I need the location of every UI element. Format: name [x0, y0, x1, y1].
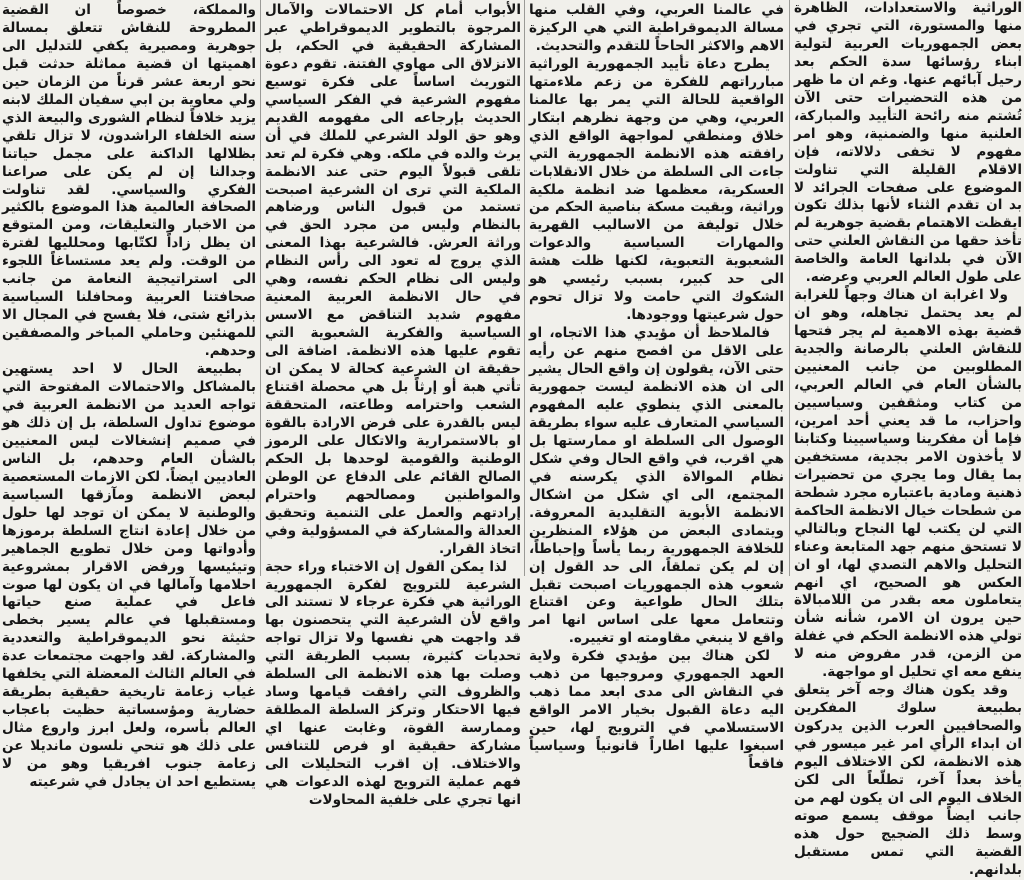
column-divider [260, 0, 261, 576]
column-divider [789, 0, 790, 576]
article-paragraph: ولا اغرابة ان هناك وجهاً للغرابة لم يعد يحتمل تجاهله، وهو ان قضية بهذه الاهمية لم يجر فتحها للنقاش العلني بالرصانة والجدية المطلوبين من جانب المعنيين بالشأن العام في العالم العربي، من كتاب ومثقفين وسياسيين واحزاب، ما قد يعني أحد امرين، فإما أن مفكرينا وسياسيينا وكتابنا لا يأخذون الامر بجدية، مستخفين بما يقال وما يجري من تحضيرات ذهنية ومادية باعتباره مجرد شطحة من شطحات خيال الانظمة الحاكمة التي لن يكتب لها النجاح وبالتالي لا تستحق منهم جهد المتابعة وعناء التحليل والاهم التصدي لها، او ان العكس هو الصحيح، اي انهم يتعاملون معه بقدر من اللامبالاة حين يرون ان الامر، شأنه شأن تولي هذه الانظمة الحكم في غفلة من الزمن، قدر مفروض منه لا ينفع معه اي تحليل او مواجهة. [794, 287, 1022, 681]
article-paragraph: الأبواب أمام كل الاحتمالات والآمال المرجوة بالتطوير الديموقراطي عبر المشاركة الحقيقية في الحكم، بل الانزلاق الى مهاوي الفتنة. تقوم دعوة التوريث اساساً على فكرة توسيع مفهوم الشرعية في الفكر السياسي الحديث بإرجاعه الى مفهومه القديم وهو حق الولد الشرعي للملك في أن يرث والده في ملكه. وهي فكرة لم تعد تلقى قبولاً اليوم حتى عند الانظمة الملكية التي ترى ان الشرعية اصبحت تستمد من قبول الناس ورضاهم بالنظام وليس من مجرد الحق في وراثة العرش. فالشرعية بهذا المعنى الذي يروج له تعود الى رأس النظام وليس الى نظام الحكم نفسه، وهي في حال الانظمة العربية المعنية مفهوم شديد التناقض مع الاسس السياسية والفكرية الشعبوية التي تقوم عليها هذه الانظمة. اضافة الى حقيقة ان الشرعية كحالة لا يمكن ان تأتي هبة أو إرثاً بل هي محصلة اقتناع الشعب واحترامه وطاعته، المتحققة ليس بالقدرة على فرض الارادة بالقوة او بالاستمرارية والاتكال على الرموز الوطنية والقومية لوحدها بل الحكم الصالح القائم على الدفاع عن الوطن والمواطنين ومصالحهم واحترام إرادتهم والعمل على التنمية وتحقيق العدالة والمشاركة في المسؤولية وفي اتخاذ القرار. [265, 2, 521, 557]
article-paragraph: لكن هناك بين مؤيدي فكرة ولاية العهد الجمهوري ومروجيها من ذهب في النقاش الى مدى ابعد مما ذهب اليه دعاة القبول بخيار الامر الواقع الاستسلامي في الترويج لها، حين اسبغوا عليها اطاراً قانونياً وسياسياً فاقعاً [529, 648, 784, 773]
article-paragraph: بطبيعة الحال لا احد يستهين بالمشاكل والاحتمالات المفتوحة التي تواجه العديد من الانظمة العربية في موضوع تداول السلطة، بل إن ذلك هو في صميم إنشغالات ليس المعنيين بالشأن العام وحدهم، بل الناس العاديين ايضاً. لكن الازمات المستعصية لبعض الانظمة ومآزقها السياسية والوطنية لا يمكن ان توجد لها حلول من خلال إعادة انتاج السلطة برموزها وأدواتها ومن خلال تطويع الجماهير وتيئيسها ورفض الاقرار بمشروعية احلامها وآمالها في ان يكون لها صوت فاعل في عملية صنع حياتها ومستقبلها في عالم يسير بخطى حثيثة نحو الديموقراطية والتعددية والمشاركة. لقد واجهت مجتمعات عدة في العالم الثالث المعضلة التي يخلفها غياب زعامة تاريخية حقيقية بطريقة حضارية ومؤسساتية حظيت باعجاب العالم بأسره، ولعل ابرز واروع مثال على ذلك هو تنحي نلسون مانديلا عن زعامة جنوب افريقيا وهو من لا يستطيع احد ان يجادل في شرعيته [2, 361, 256, 790]
article-paragraph: لذا يمكن القول إن الاختباء وراء حجة الشرعية للترويج لفكرة الجمهورية الوراثية هي فكرة عرجاء لا تستند الى واقع لأن الشرعية التي يتحصنون بها قد واجهت هي نفسها ولا تزال تواجه تحديات كثيرة، بسبب الطريقة التي وصلت بها هذه الانظمة الى السلطة والظروف التي رافقت قيامها وساد فيها الاحتكار وتركز السلطة المطلقة وممارسة القوة، وغابت عنها اي مشاركة حقيقية او فرص للتنافس والاختلاف. إن اقرب التحليلات الى فهم عملية الترويج لهذه الدعوات هي انها تجري على خلفية المحاولات [265, 558, 521, 808]
article-column-center-left [263, 0, 523, 808]
article-column-center-right [527, 0, 786, 773]
article-paragraph: يطرح دعاة تأييد الجمهورية الوراثية مبارراتهم للفكرة من زعم ملاءمتها الواقعية للحالة التي يمر بها عالمنا العربي، وهي من وجهة نظرهم ابتكار خلاق ومنطقي لمواجهة الواقع الذي رافقته هذه الانظمة الجمهورية التي جاءت الى السلطة من خلال الانقلابات العسكرية، معظمها ضد انظمة ملكية وراثية، وبقيت مسكة بناصية الحكم من خلال توليفة من الاساليب القهرية والمهارات السياسية والدعوات الشعبوية التعبوية، لكنها ظلت هشة الى حد كبير، بسبب رئيسي هو الشكوك التي حامت ولا تزال تحوم حول شرعيتها ووجودها. [529, 55, 784, 324]
article-paragraph: فالملاحظ أن مؤيدي هذا الاتجاه، او على الاقل من افصح منهم عن رأيه حتى الآن، يقولون إن واقع الحال يشير الى ان هذه الانظمة ليست جمهورية بالمعنى الذي ينطوي عليه المفهوم السياسي المتعارف عليه سواء بطريقة الوصول الى السلطة او ممارستها بل هي اقرب، في واقع الحال وفي شكل نظام الموالاة الذي يكرسنه في المجتمع، الى اي شكل من اشكال الانظمة الأبوية التقليدية المعروفة. ويتمادى البعض من هؤلاء المنظرين للخلافة الجمهورية ربما يأساً وإحباطاً، إن لم يكن تملقاً، الى حد القول إن شعوب هذه الجمهوريات اصبحت تقبل بتلك الحال طواعية وعن اقتناع وتتعامل معها على اساس انها امر واقع لا ينبغي مقاومته او تغييره. [529, 325, 784, 647]
article-column-left [0, 0, 258, 790]
article-paragraph: في عالمنا العربي، وفي القلب منها مسالة الديموقراطية التي هي الركيزة الاهم والاكثر الحاحاً للتقدم والتحديث. [529, 2, 784, 54]
article-paragraph: الوراثية والاستعدادات، الظاهرة منها والمستورة، التي تجري في بعض الجمهوريات العربية لتولية ابناء رؤسائها سدة الحكم بعد رحيل آبائهم عنها. وغم ان ما ظهر من هذه التحضيرات حتى الآن تُشتم منه رائحة التأييد والمباركة، العلنية منها والضمنية، وهو امر مفهوم لا تخفى دلالاته، فإن الاقلام القليلة التي تناولت الموضوع على صفحات الجرائد لا بد ان تقدم الثناء لأنها بذلك تكون ايقظت الاهتمام بقضية جوهرية لم تأخذ حقها من النقاش العلني حتى الآن في بلدانها العامة والخاصة على طول العالم العربي وعرضه. [794, 0, 1022, 286]
article-column-right [792, 0, 1024, 878]
article-paragraph: والمملكة، خصوصاً ان القضية المطروحة للنقاش تتعلق بمسالة جوهرية ومصيرية يكفي للتدليل الى اهميتها ان قضية مماثلة حدثت قبل نحو اربعة عشر قرناً من الزمان حين ولي معاوية بن ابي سفيان الملك لابنه يزيد خلافاً لنظام الشورى والبيعة الذي سنه الخلفاء الراشدون، لا تزال تلقي بظلالها الداكنة على مجمل حياتنا وجدالنا إن لم يكن على صراعنا الفكري والسياسي. لقد تناولت الصحافة العالمية هذا الموضوع بالكثير من الاخبار والتعليقات، ومن المتوقع ان يظل زاداً لكتّابها ومحلليها لفترة من الوقت. ولم يعد مستساغاً اللجوء الى استراتيجية النعامة من جانب صحافتنا العربية ومحافلنا السياسية بذرائع شتى، فلا يفسح في المجال الا للمهنئين وحاملي المباخر والمصفقين وحدهم. [2, 2, 256, 360]
column-divider [524, 0, 525, 576]
article-paragraph: وقد يكون هناك وجه آخر يتعلق بطبيعة سلوك المفكرين والصحافيين العرب الذين يدركون ان ابداء الرأي امر غير ميسور في هذه الانظمة، لكن الاختلاف اليوم يأخذ بعداً آخر، تطلّعاً الى لكن الخلاف اليوم الى ان يكون لهم من جانب ايضاً موقف يسمع صوته وسط ذلك الضجيج حول هذه القضية التي تمس مستقبل بلدانهم. [794, 682, 1022, 878]
